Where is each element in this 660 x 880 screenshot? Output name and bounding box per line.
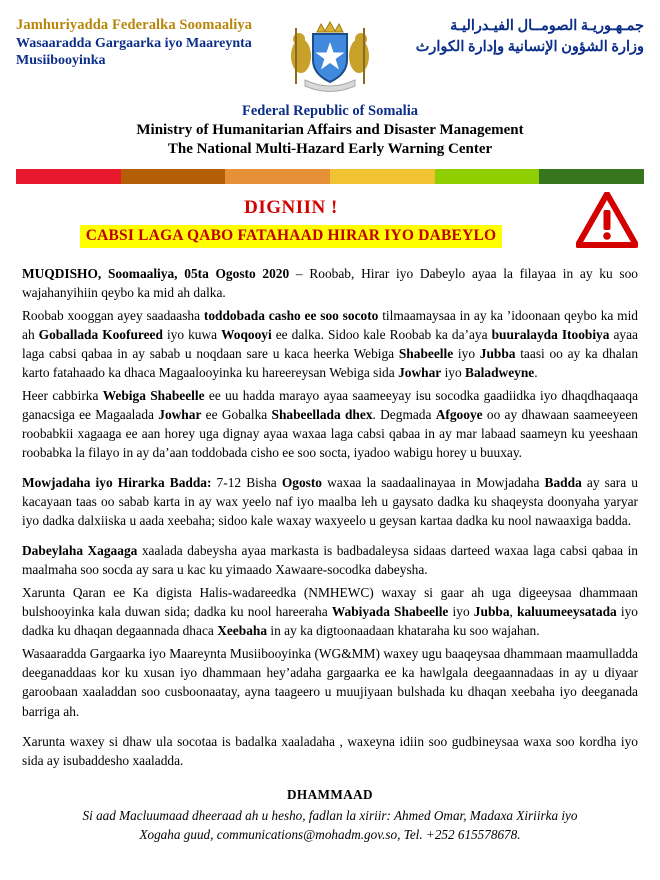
p2-s4: ee dalka. Sidoo kale Roobab ka da’aya [271, 326, 492, 342]
header-country-name-ar: جمـهـوريـة الصومــال الفيـدراليـة [450, 18, 644, 34]
p5-s1: xaalada dabeysha ayaa markasta is badbadaleysa sidaas darteed waxaa laga cabsi qabaa in maalmaha soo socda ay sara u kac ku yimaado Xawaare-socodka dabeysha. [22, 543, 638, 578]
p6-b1: Wabiyada Shabeelle [331, 604, 449, 620]
header-left-somali [16, 16, 266, 70]
paragraph-rain-forecast [22, 306, 638, 382]
title-ministry: Ministry of Humanitarian Affairs and Disaster Management [136, 121, 524, 138]
p3-b2: Jowhar [158, 407, 202, 423]
p6-s3: , [509, 604, 518, 620]
header-ministry-name-so-line2: Musiibooyinka [16, 53, 106, 69]
p6-s2: iyo [448, 604, 474, 620]
header-country-name-so: Jamhuriyadda Federalka Soomaaliya [16, 17, 253, 33]
p2-b1: toddobada casho ee soo socoto [203, 307, 379, 323]
alert-text-group [16, 197, 576, 248]
hazard-color-bar [16, 169, 644, 184]
color-bar-segment-1 [16, 169, 121, 184]
p3-b4: Afgooye [435, 407, 483, 423]
p2-s1: Roobab xooggan ayey saadaasha [22, 307, 204, 323]
p6-b2: Jubba [473, 604, 510, 620]
paragraph-nmhewc-warning [22, 583, 638, 640]
p4-s1: 7-12 Bisha [211, 475, 282, 491]
p4-b3: Badda [544, 475, 582, 491]
paragraph-ministry-appeal: Wasaaradda Gargaarka iyo Maareynta Musiibooyinka (WG&MM) waxey ugu baaqeysaa dhammaan maamulladda deeganaddaas kor ku xusan iyo dhammaan hey’adaha gargaarka ee ka hawlgala deegaannadaas in ay u diyaar garoobaan xaaladdan soo cusboonaatay, ayna taageero u muujiyaan bulshada ku dhaqan xeebaha iyo deeganada barriga ah. [22, 646, 638, 719]
header-ministry-name-ar: وزارة الشؤون الإنسانية وإدارة الكوارث [415, 39, 644, 56]
p4-b1: Mowjadaha iyo Hirarka Badda: [22, 475, 212, 491]
warning-triangle-icon [576, 192, 638, 253]
paragraph-summer-winds [22, 541, 638, 579]
paragraph-dateline [22, 264, 638, 302]
p3-s1: Heer cabbirka [22, 388, 103, 404]
paragraph-monitoring: Xarunta waxey si dhaw ula socotaa is badalka xaaladaha , waxeyna idiin soo gudbineysaa waxa soo kordha iyo sida ay isubaddesho xaaladda. [22, 733, 638, 768]
p2-b2: Goballada Koofureed [38, 326, 163, 342]
color-bar-segment-3 [225, 169, 330, 184]
p4-s3: ay sara u kacayaan taas oo sabab karta in ay wax yeelo naf iyo maalba leh u gaysato dadka ku shaqeysta doonyaha yaryar iyo dadka dalxiiska u aada xeebaha; sidoo kale waxay waxyeelo u geysan kartaa dadka ku nool nawaaxiga badda. [22, 475, 638, 529]
alert-headline: DIGNIIN ! [244, 197, 338, 219]
p3-s4: . Degmada [372, 407, 436, 423]
p4-s2: waxaa la saadaalinayaa in Mowjadaha [322, 475, 545, 491]
p2-s2: tilmaamaysaa in ay ka ’idoonaan qeybo ka mid ah [22, 307, 638, 342]
color-bar-segment-5 [435, 169, 540, 184]
p2-b5: Shabeelle [398, 345, 454, 361]
header-ministry-name-so-line1: Wasaaradda Gargaarka iyo Maareynta [16, 35, 252, 51]
p3-s2: ee uu hadda marayo ayaa saameeyay isu socodka gaadiidka iyo dhaqdhaqaaqa ganacsiga ee Magaalada [22, 388, 639, 423]
paragraph-river-levels [22, 386, 638, 462]
document-title-block [16, 102, 644, 160]
color-bar-segment-6 [539, 169, 644, 184]
somalia-coat-of-arms-icon [287, 12, 373, 98]
header-right-arabic [394, 16, 644, 58]
document-body [16, 264, 644, 844]
p2-s5: ayaa laga cabsi qabaa in ay sabab u noqdaan sare u kaca heerka Webiga [22, 326, 638, 361]
footer-contact-line1: Si aad Macluumaad dheeraad ah u hesho, fadlan la xiriir: Ahmed Omar, Madaxa Xiriirka iyo [82, 808, 578, 824]
p6-b3: kaluumeeysatada [517, 604, 617, 620]
alert-section [16, 192, 644, 254]
paragraph-sea-waves [22, 473, 638, 530]
p6-s5: in ay ka digtoonaadaan khataraha ku soo wajahan. [267, 623, 540, 639]
color-bar-segment-2 [121, 169, 226, 184]
p4-b2: Ogosto [281, 475, 323, 491]
title-center: The National Multi-Hazard Early Warning Center [167, 141, 493, 158]
p3-b3: Shabeellada dhex [271, 407, 373, 423]
footer-contact-line2: Xogaha guud, communications@mohadm.gov.so, Tel. +252 615578678. [139, 826, 521, 842]
p3-s5: oo ay dhawaan saameeyeen roobabkii xagaaga ee aan horey uga dignay ayaa waxaa laga cabsi qabaa in ay mar labaad saameyn ku yeeshaan roobabka la filayo in ay da’aan toddobada cisho ee soo socta, iyadoo wabigu horey u buuxay. [22, 407, 638, 461]
p2-s3: iyo kuwa [162, 326, 222, 342]
p3-b1: Webiga Shabeelle [102, 388, 205, 404]
p2-s9: . [534, 365, 538, 380]
document-footer [22, 786, 638, 845]
p6-s4: iyo dadka ku dhaqan degaannada dhaca [22, 604, 638, 639]
document-header [16, 10, 644, 98]
title-country: Federal Republic of Somalia [241, 103, 418, 119]
p2-b7: Jowhar [398, 365, 442, 380]
alert-banner: CABSI LAGA QABO FATAHAAD HIRAR IYO DABEYLO [80, 225, 503, 248]
p2-b4: buuralayda Itoobiya [491, 326, 610, 342]
p2-s7: taasi oo ay ka dhalan karto fatahaado ka dhaca Magaalooyinka ku hareereysan Webiga sida [22, 345, 639, 380]
p6-s1: Xarunta Qaran ee Ka digista Halis-wadareedka (NMHEWC) waxay si gaar ah uga digeeysaa dhammaan bulshooyinka kala duwan sida; dadka ku nool hareeraha [22, 585, 638, 620]
p5-b1: Dabeylaha Xagaaga [22, 543, 138, 559]
color-bar-segment-4 [330, 169, 435, 184]
p2-b8: Baladweyne [465, 365, 535, 380]
p2-s8: iyo [441, 365, 466, 380]
p2-b6: Jubba [479, 345, 516, 361]
p2-b3: Woqooyi [221, 326, 272, 342]
footer-end-marker: DHAMMAAD [287, 786, 373, 802]
p2-s6: iyo [453, 345, 480, 361]
dateline: MUQDISHO, Soomaaliya, 05ta Ogosto 2020 [22, 265, 290, 281]
p6-b4: Xeebaha [217, 623, 268, 639]
dateline-rest: – Roobab, Hirar iyo Dabeylo ayaa la filayaa in ay ku soo wajahanyihiin qeybo ka mid ah dalka. [22, 265, 638, 300]
p3-s3: ee Gobalka [201, 407, 272, 423]
